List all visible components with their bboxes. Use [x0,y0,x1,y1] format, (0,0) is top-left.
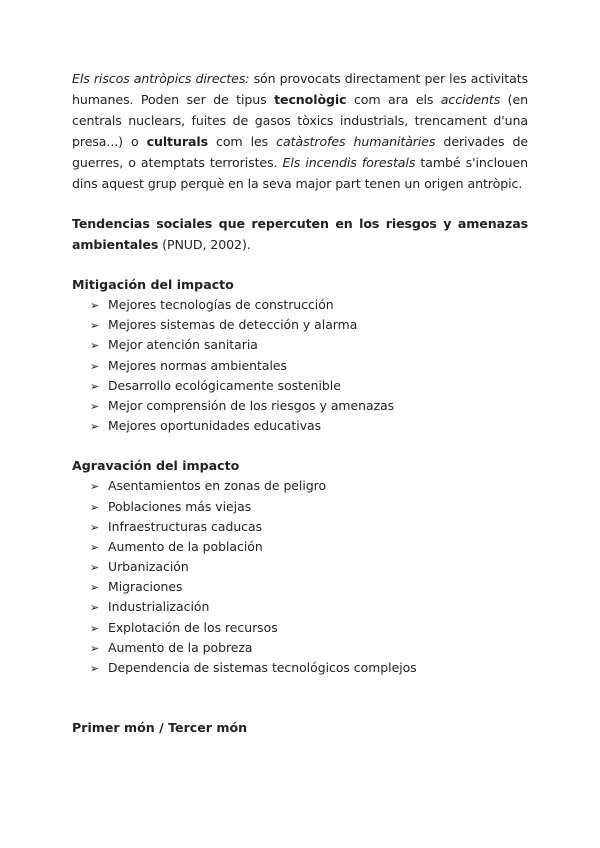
footer-heading: Primer món / Tercer món [72,720,248,736]
list-item: ➢ Explotación de los recursos [90,618,528,638]
list-item: ➢ Industrialización [90,597,528,617]
list-item: ➢ Aumento de la pobreza [90,638,528,658]
tendencias-title: Tendencias sociales que repercuten en los riesgos y amenazas ambientales [72,216,528,252]
intro-text-6: també s'inclouen dins aquest grup perquè en la seva major part tenen un origen antròpic. [72,155,528,191]
list-item: ➢ Mejores oportunidades educativas [90,416,528,436]
list-item: ➢ Poblaciones más viejas [90,497,528,517]
arrow-bullet-icon: ➢ [90,480,100,494]
list-item: ➢ Desarrollo ecológicamente sostenible [90,376,528,396]
list-item: ➢ Mejores normas ambientales [90,356,528,376]
list-item: ➢ Mejor comprensión de los riesgos y amenazas [90,396,528,416]
intro-paragraph [72,68,528,194]
intro-text-4: com les [207,134,277,149]
intro-italic-accidents: accidents [440,92,501,107]
arrow-bullet-icon: ➢ [90,581,100,595]
list-item: ➢ Mejores sistemas de detección y alarma [90,315,528,335]
arrow-bullet-icon: ➢ [90,299,100,312]
list-item: ➢ Aumento de la población [90,537,528,557]
agravacion-title: Agravación del impacto [72,458,240,474]
intro-bold-culturals: culturals [146,134,208,149]
arrow-bullet-icon: ➢ [90,662,100,675]
intro-text-1: són provocats directament per les activitats humanes. Poden ser de tipus [72,71,528,107]
arrow-bullet-icon: ➢ [90,601,100,615]
arrow-bullet-icon: ➢ [90,319,100,333]
arrow-bullet-icon: ➢ [90,339,100,353]
arrow-bullet-icon: ➢ [90,359,100,373]
arrow-bullet-icon: ➢ [90,399,100,413]
list-item: ➢ Asentamientos en zonas de peligro [90,476,528,496]
list-item: ➢ Urbanización [90,557,528,577]
intro-text-5: derivades de guerres, o atemptats terroristes. [72,134,528,170]
list-item: ➢ Infraestructuras caducas [90,517,528,537]
intro-italic-catastrofes: catàstrofes humanitàries [276,134,436,149]
intro-text-3: (en centrals nuclears, fuites de gasos tòxics industrials, trencament d'una presa...) o [72,92,528,149]
arrow-bullet-icon: ➢ [90,520,100,534]
agravacion-list [72,476,528,678]
document-page [72,68,528,738]
tendencias-heading [72,213,528,255]
arrow-bullet-icon: ➢ [90,641,100,655]
list-item: ➢ Migraciones [90,577,528,597]
list-item: ➢ Mejor atención sanitaria [90,335,528,355]
intro-label: Els riscos antròpics directes: [72,71,250,86]
mitigacion-title: Mitigación del impacto [72,277,234,292]
list-item: ➢ Mejores tecnologías de construcción [90,295,528,315]
arrow-bullet-icon: ➢ [90,540,100,554]
tendencias-reference: (PNUD, 2002). [158,237,251,252]
intro-italic-incendis: Els incendis forestals [282,155,416,170]
arrow-bullet-icon: ➢ [90,561,100,575]
arrow-bullet-icon: ➢ [90,379,100,393]
intro-bold-tecnologic: tecnològic [274,92,347,107]
arrow-bullet-icon: ➢ [90,500,100,514]
intro-text-2: com ara els [346,92,441,107]
mitigacion-list [72,295,528,436]
arrow-bullet-icon: ➢ [90,420,100,434]
list-item: ➢ Dependencia de sistemas tecnológicos complejos [90,658,528,678]
arrow-bullet-icon: ➢ [90,621,100,635]
